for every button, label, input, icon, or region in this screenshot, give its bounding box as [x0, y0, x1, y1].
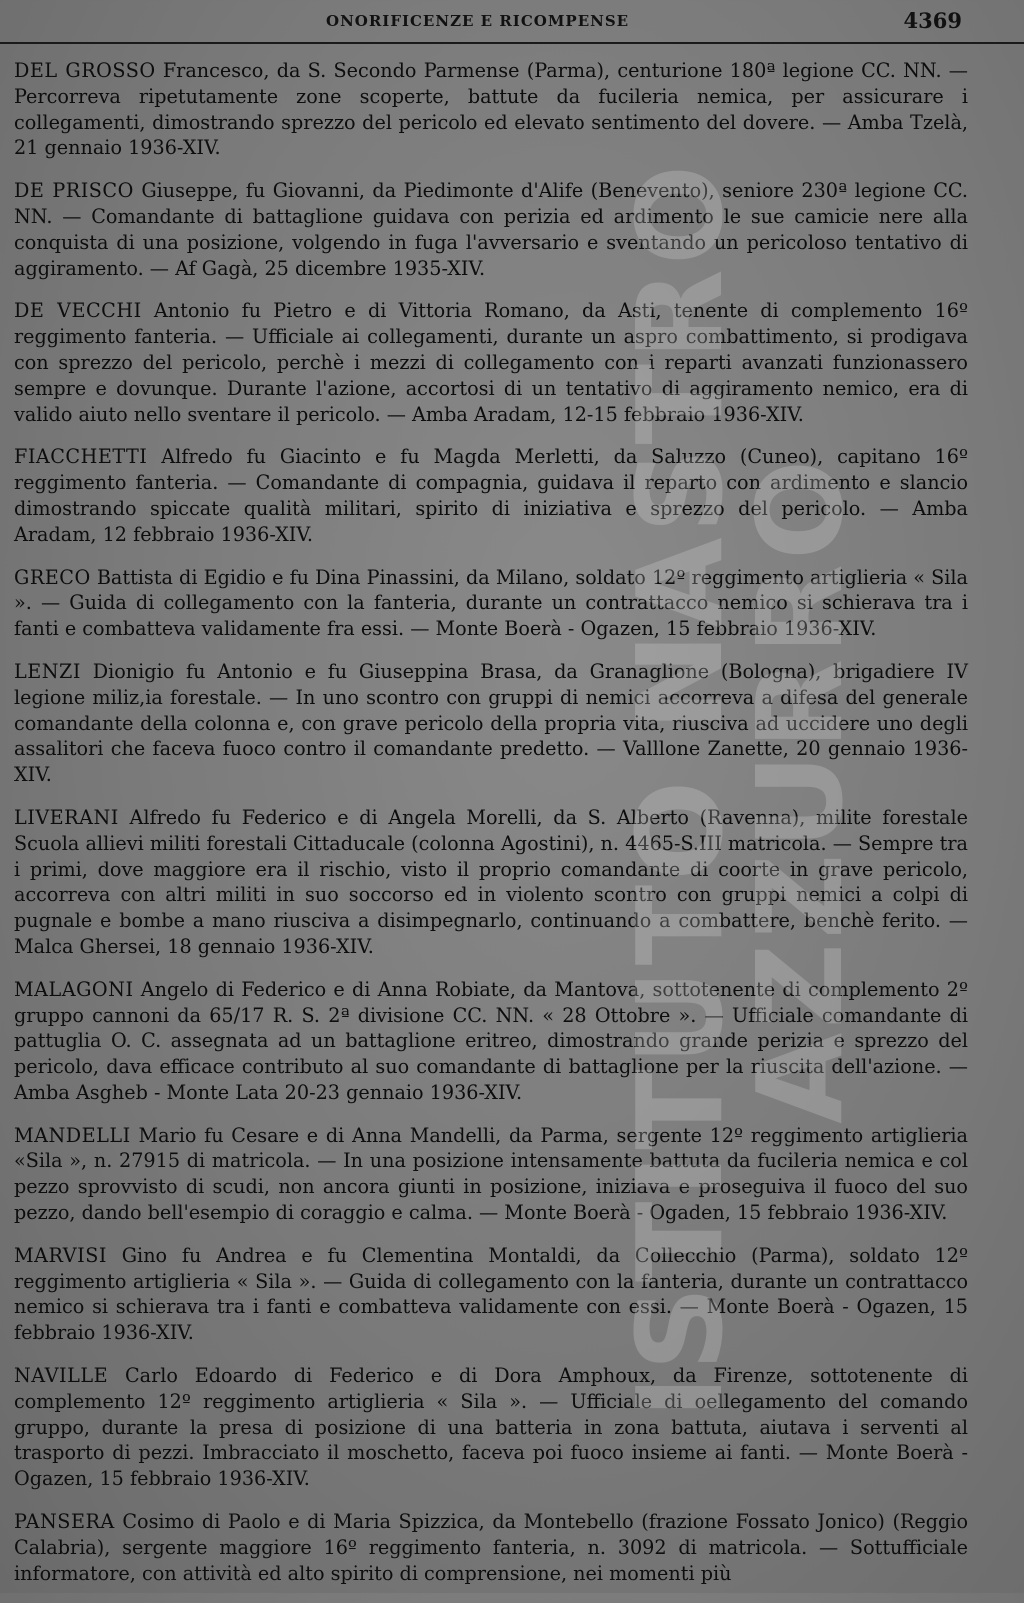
- citation-text: Gino fu Andrea e fu Clementina Montaldi, da Collecchio (Parma), soldato 12º reggimento artiglieria « Sila ». — Guida di collegamento con la fanteria, durante un contrattacco nemico si schierava tra i fanti e combatteva validamente con essi. — Monte Boerà - Ogazen, 15 febbraio 1936-XIV.: [14, 1243, 968, 1345]
- surname: MARVISI: [14, 1243, 107, 1267]
- citation-entry: [14, 178, 968, 281]
- citation-text: Dionigio fu Antonio e fu Giuseppina Brasa, da Granaglione (Bologna), brigadiere IV legione miliz,ia forestale. — In uno scontro con gruppi di nemici accorreva a difesa del generale comandante della colonna e, con grave pericolo della propria vita, riusciva ad uccidere uno degli assalitori che faceva fuoco contro il comandante predetto. — Valllone Zanette, 20 gennaio 1936-XIV.: [14, 659, 968, 787]
- surname: DEL GROSSO: [14, 59, 156, 82]
- surname: MALAGONI: [14, 977, 134, 1001]
- citation-text: Antonio fu Pietro e di Vittoria Romano, da Asti, tenente di complemento 16º reggimento fanteria. — Ufficiale ai collegamenti, durante un aspro combattimento, si prodigava con sprezzo del pericolo, perchè i mezzi di collegamento con i reparti avanzati funzionassero sempre e dovunque. Durante l'azione, accortosi di un tentativo di aggiramento nemico, era di valido aiuto nello sventare il pericolo. — Amba Aradam, 12-15 febbraio 1936-XIV.: [14, 299, 969, 426]
- citation-text: Mario fu Cesare e di Anna Mandelli, da Parma, sergente 12º reggimento artiglieria «Sila », n. 27915 di matricola. — In una posizione intensamente battuta da fucileria nemica e col pezzo sprovvisto di scudi, non ancora giunti in posizione, iniziava e proseguiva il fuoco del suo pezzo, dando bell'esempio di coraggio e calma. — Monte Boerà - Ogaden, 15 febbraio 1936-XIV.: [14, 1123, 968, 1225]
- citation-entry: [14, 659, 968, 788]
- citation-text: Carlo Edoardo di Federico e di Dora Amphoux, da Firenze, sottotenente di complemento 12º reggimento artiglieria « Sila ». — Ufficiale di oellegamento del comando gruppo, durante la presa di posizione di una batteria in zona battuta, aiutava i serventi al trasporto di pezzi. Imbracciato il moschetto, faceva poi fuoco insieme ai fanti. — Monte Boerà - Ogazen, 15 febbraio 1936-XIV.: [14, 1364, 968, 1491]
- citation-entry: [14, 58, 968, 161]
- citation-entry: [14, 444, 968, 547]
- surname: MANDELLI: [14, 1123, 131, 1147]
- citation-entry: [14, 1123, 968, 1226]
- surname: LENZI: [14, 659, 81, 683]
- citation-text: Angelo di Federico e di Anna Robiate, da Mantova, sottotenente di complemento 2º gruppo cannoni da 65/17 R. S. 2ª divisione CC. NN. « 28 Ottobre ». — Ufficiale comandante di pattuglia O. C. assegnata ad un battaglione eritreo, dimostrando grande perizia e sprezzo del pericolo, dava efficace contributo al suo comandante di battaglione per la riuscita dell'azione. — Amba Asgheb - Monte Lata 20-23 gennaio 1936-XIV.: [14, 977, 968, 1104]
- surname: DE VECCHI: [14, 299, 142, 323]
- citation-text: Cosimo di Paolo e di Maria Spizzica, da Montebello (frazione Fossato Jonico) (Reggio Calabria), sergente maggiore 16º reggimento fanteria, n. 3092 di matricola. — Sottufficiale informatore, con attività ed alto spirito di comprensione, nei momenti più: [14, 1510, 968, 1585]
- surname: FIACCHETTI: [14, 445, 148, 469]
- surname: GRECO: [14, 565, 91, 589]
- page-header: [0, 8, 1024, 44]
- surname: LIVERANI: [14, 805, 119, 829]
- page-number: 4369: [903, 8, 962, 33]
- citation-text: Giuseppe, fu Giovanni, da Piedimonte d'Alife (Benevento), seniore 230ª legione CC. NN. — Comandante di battaglione guidava con perizia ed ardimento le sue camicie nere alla conquista di una posizione, volgendo in fuga l'avversario e sventando un pericoloso tentativo di aggiramento. — Af Gagà, 25 dicembre 1935-XIV.: [14, 179, 968, 280]
- citation-entry: [14, 1363, 968, 1492]
- citation-text: Alfredo fu Giacinto e fu Magda Merletti, da Saluzzo (Cuneo), capitano 16º reggimento fanteria. — Comandante di compagnia, guidava il reparto con ardimento e slancio dimostrando spiccate qualità militari, spirito di iniziativa e sprezzo del pericolo. — Amba Aradam, 12 febbraio 1936-XIV.: [14, 445, 968, 546]
- citation-text: Francesco, da S. Secondo Parmense (Parma), centurione 180ª legione CC. NN. — Percorreva ripetutamente zone scoperte, battute da fucileria nemica, per assicurare i collegamenti, dimostrando sprezzo del pericolo ed elevato sentimento del dovere. — Amba Tzelà, 21 gennaio 1936-XIV.: [14, 59, 968, 160]
- citation-list: [14, 58, 968, 1603]
- surname: NAVILLE: [14, 1364, 109, 1388]
- surname: PANSERA: [14, 1510, 115, 1534]
- citation-entry: [14, 805, 968, 960]
- citation-entry: [14, 565, 968, 642]
- watermark: ISTITUTO NASTRO AZZURRO: [611, 160, 869, 1420]
- running-title: ONORIFICENZE E RICOMPENSE: [326, 12, 630, 30]
- surname: DE PRISCO: [14, 179, 134, 203]
- citation-entry: [14, 977, 968, 1106]
- citation-text: Alfredo fu Federico e di Angela Morelli, da S. Alberto (Ravenna), milite forestale Scuola allievi militi forestali Cittaducale (colonna Agostini), n. 4465-S.III matricola. — Sempre tra i primi, dove maggiore era il rischio, visto il proprio comandante di coorte in grave pericolo, accorreva con altri militi in suo soccorso ed in violento scontro con gruppi nemici a colpi di pugnale e bombe a mano riusciva a disimpegnarlo, continuando a combattere, benchè ferito. — Malca Ghersei, 18 gennaio 1936-XIV.: [14, 805, 968, 958]
- citation-entry: [14, 1509, 968, 1586]
- citation-entry: [14, 298, 968, 427]
- citation-entry: [14, 1243, 968, 1346]
- citation-text: Battista di Egidio e fu Dina Pinassini, da Milano, soldato 12º reggimento artiglieria « Sila ». — Guida di collegamento con la fanteria, durante un contrattacco nemico si schierava tra i fanti e combatteva validamente fra essi. — Monte Boerà - Ogazen, 15 febbraio 1936-XIV.: [14, 565, 968, 641]
